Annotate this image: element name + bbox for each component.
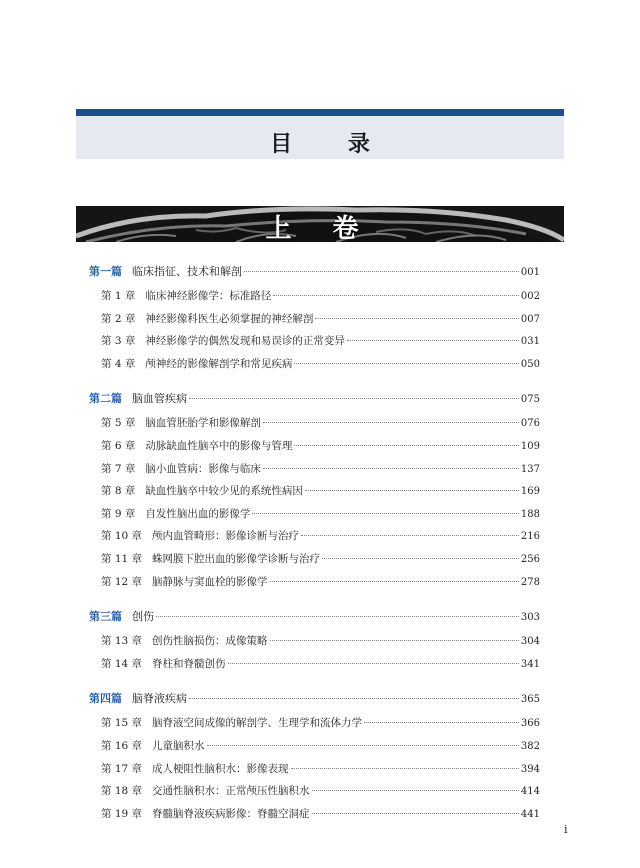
chapter-title: 儿童脑积水 [152,739,205,752]
chapter-number: 第 9 章 [101,507,136,520]
chapter-title: 脑静脉与窦血栓的影像学 [152,575,268,588]
chapter-title: 交通性脑积水：正常颅压性脑积水 [152,785,310,798]
chapter-number: 第 3 章 [101,335,136,348]
chapter-entry[interactable] [89,483,540,506]
chapter-entry[interactable] [89,506,540,529]
leader-dots [347,340,519,341]
part-title: 脑血管疾病 [132,392,187,406]
leader-dots [228,663,519,664]
chapter-page: 414 [520,786,540,798]
chapter-page: 169 [520,486,540,498]
leader-dots [189,698,519,699]
leader-dots [312,813,519,814]
chapter-title: 脑脊液空间成像的解剖学、生理学和流体力学 [152,717,363,730]
chapter-page: 050 [520,358,540,370]
leader-dots [273,295,519,296]
chapter-entry[interactable] [89,551,540,574]
chapter-number: 第 13 章 [101,635,143,648]
leader-dots [305,490,519,491]
chapter-title: 神经影像科医生必须掌握的神经解剖 [145,312,314,325]
chapter-entry[interactable] [89,415,540,438]
chapter-page: 076 [520,418,540,430]
part-number: 第一篇 [89,265,122,278]
leader-dots [291,768,519,769]
chapter-title: 脊髓脑脊液疾病影像：脊髓空洞症 [152,807,310,820]
leader-dots [294,363,519,364]
chapter-title: 缺血性脑卒中较少见的系统性病因 [145,485,303,498]
chapter-number: 第 12 章 [101,575,143,588]
chapter-entry[interactable] [89,574,540,597]
chapter-page: 341 [520,658,540,670]
chapter-page: 007 [520,313,540,325]
chapter-page: 031 [520,336,540,348]
chapter-title: 动脉缺血性脑卒中的影像与管理 [145,439,293,452]
chapter-title: 临床神经影像学：标准路径 [145,290,272,302]
part-number: 第四篇 [89,692,122,706]
page-number: i [564,823,568,836]
chapter-title: 脑血管胚胎学和影像解剖 [145,417,261,430]
chapter-title: 脊柱和脊髓创伤 [152,657,226,670]
chapter-number: 第 7 章 [101,462,136,475]
chapter-number: 第 11 章 [101,552,143,565]
chapter-number: 第 5 章 [101,417,136,430]
part-number: 第二篇 [89,392,122,406]
chapter-title: 蛛网膜下腔出血的影像学诊断与治疗 [152,552,321,565]
chapter-number: 第 15 章 [101,717,143,730]
chapter-title: 颅内血管畸形：影像诊断与治疗 [152,530,300,543]
leader-dots [294,445,519,446]
toc-title-band [76,109,564,159]
leader-dots [270,640,519,641]
leader-dots [156,616,519,617]
part-entry[interactable] [89,690,540,710]
leader-dots [312,790,519,791]
chapter-title: 脑小血管病：影像与临床 [145,462,261,475]
leader-dots [189,398,519,399]
part-entry[interactable] [89,263,540,283]
chapter-page: 216 [520,531,540,543]
chapter-number: 第 19 章 [101,807,143,820]
chapter-page: 137 [520,463,540,475]
leader-dots [207,745,519,746]
leader-dots [322,558,519,559]
chapter-page: 382 [520,740,540,752]
chapter-entry[interactable] [89,438,540,461]
chapter-title: 成人梗阻性脑积水：影像表现 [152,762,289,775]
volume-title: 上 卷 [265,214,375,242]
chapter-entry[interactable] [89,761,540,784]
chapter-page: 278 [520,576,540,588]
part-title: 脑脊液疾病 [132,692,187,706]
chapter-page: 366 [520,718,540,730]
chapter-entry[interactable] [89,806,540,829]
toc-list [89,263,540,828]
leader-dots [263,422,519,423]
chapter-entry[interactable] [89,356,540,379]
leader-dots [244,271,519,272]
part-page: 303 [520,612,540,624]
chapter-number: 第 6 章 [101,439,136,452]
chapter-entry[interactable] [89,633,540,656]
chapter-entry[interactable] [89,738,540,761]
chapter-number: 第 17 章 [101,762,143,775]
chapter-number: 第 18 章 [101,785,143,798]
chapter-title: 创伤性脑损伤：成像策略 [152,635,268,648]
part-number: 第三篇 [89,610,122,624]
chapter-title: 神经影像学的偶然发现和易误诊的正常变异 [145,335,345,348]
chapter-page: 304 [520,636,540,648]
leader-dots [270,581,519,582]
part-entry[interactable] [89,608,540,628]
chapter-number: 第 10 章 [101,530,143,543]
chapter-entry[interactable] [89,656,540,679]
chapter-number: 第 14 章 [101,657,143,670]
chapter-title: 自发性脑出血的影像学 [145,507,251,520]
part-page: 001 [520,267,540,278]
chapter-number: 第 2 章 [101,312,136,325]
chapter-entry[interactable] [89,783,540,806]
chapter-number: 第 16 章 [101,739,143,752]
volume-banner [76,206,564,242]
chapter-title: 颅神经的影像解剖学和常见疾病 [145,357,293,370]
chapter-page: 109 [520,440,540,452]
leader-dots [263,468,519,469]
chapter-page: 188 [520,508,540,520]
part-title: 创伤 [132,610,154,624]
leader-dots [301,535,519,536]
page-title: 目 录 [270,131,394,157]
chapter-page: 394 [520,763,540,775]
chapter-number: 第 8 章 [101,485,136,498]
chapter-page: 441 [520,808,540,820]
chapter-entry[interactable] [89,333,540,356]
part-entry[interactable] [89,390,540,410]
part-title: 临床指征、技术和解剖 [132,265,242,278]
chapter-entry[interactable] [89,288,540,311]
chapter-entry[interactable] [89,715,540,738]
chapter-entry[interactable] [89,311,540,334]
chapter-entry[interactable] [89,528,540,551]
chapter-number: 第 1 章 [101,290,136,302]
chapter-page: 256 [520,553,540,565]
leader-dots [315,318,519,319]
leader-dots [364,722,519,723]
part-page: 075 [520,394,540,406]
chapter-entry[interactable] [89,461,540,484]
part-page: 365 [520,694,540,706]
chapter-number: 第 4 章 [101,357,136,370]
leader-dots [252,513,519,514]
chapter-page: 002 [520,291,540,302]
